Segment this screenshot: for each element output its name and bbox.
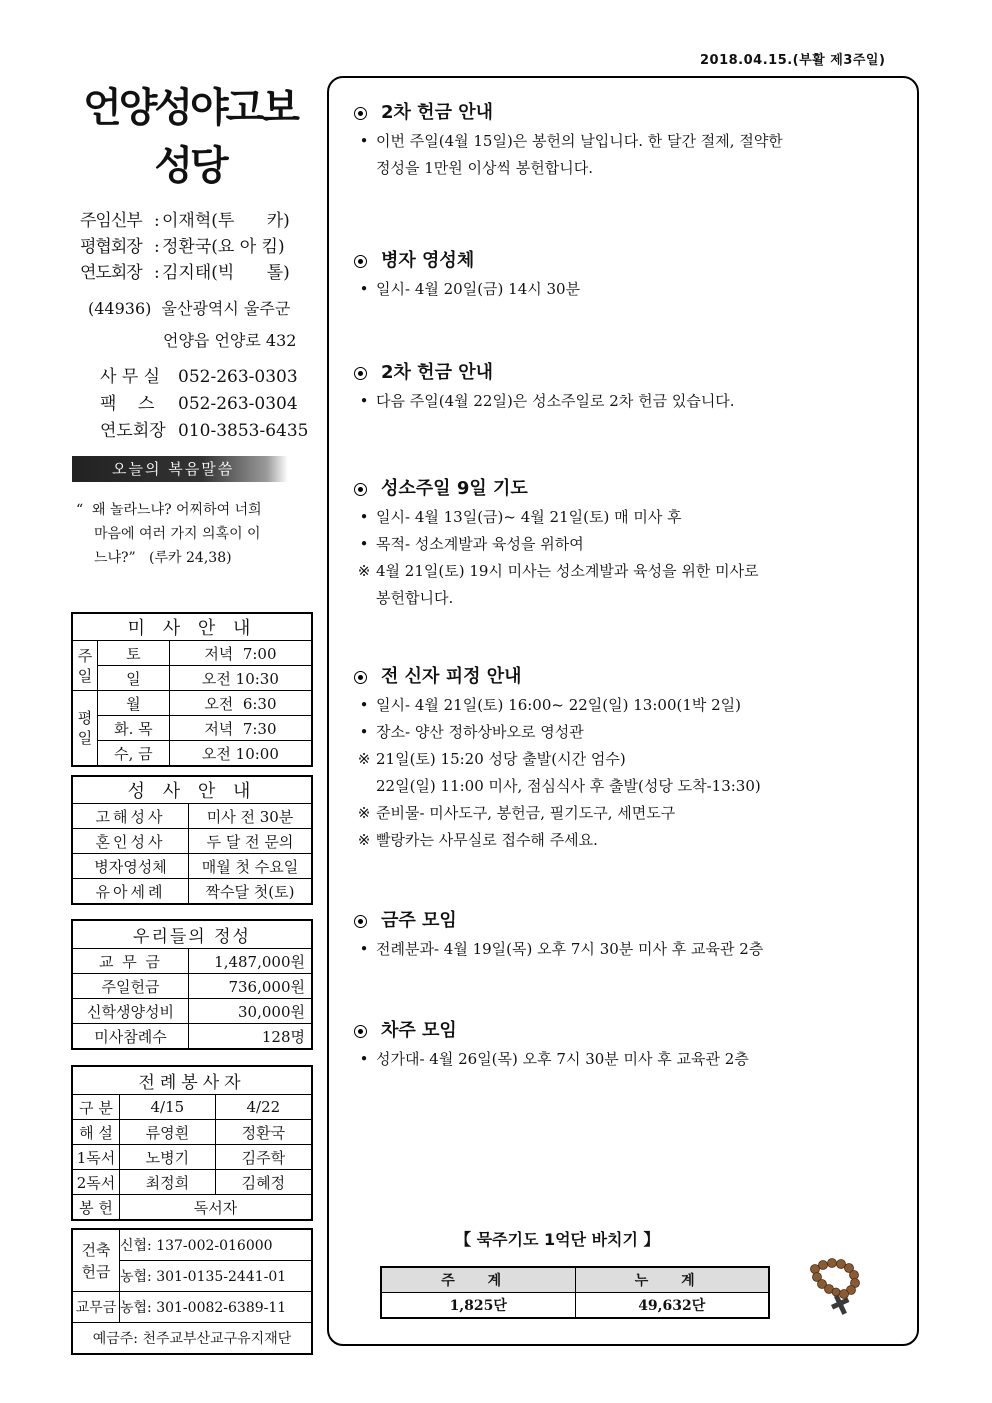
section-title: 전 신자 피정 안내 [352,662,912,692]
announcement-line: • 일시- 4월 21일(토) 16:00~ 22일(일) 13:00(1박 2일) [359,696,742,714]
circle-bullet-icon [354,367,367,380]
gospel-quote: “ 왜 놀라느냐? 어찌하여 너희 마음에 여러 가지 의혹이 이 느냐?” (루카 24,38) [76,502,262,566]
announcement-line: • 전례분과- 4월 19일(목) 오후 7시 30분 미사 후 교육관 2층 [359,940,764,958]
section-title: 2차 헌금 안내 [352,98,912,128]
section-title: 금주 모임 [352,906,912,936]
circle-bullet-icon [354,1025,367,1038]
announcement-line: • 목적- 성소계발과 육성을 위하여 [359,535,584,553]
gospel-header: 오늘의 복음말씀 [72,456,288,482]
phone-list: 사 무 실 052-263-0303 팩 스 052-263-0304 연도회장 010-3853-6435 [100,367,309,441]
announcement-section [352,906,912,963]
staff-row: 평협회장 : 정환국(요 아 킴) [80,237,285,257]
announcement-line: ※ 준비물- 미사도구, 봉헌금, 필기도구, 세면도구 [357,804,676,822]
ministers-table: 전례봉사자 구 분 4/15 4/22 해 설 류영흰 정환국 1독서 노병기 김주학 2독서 최정희 김혜정 봉 헌 독서자 [71,1065,313,1221]
issue-date: 2018.04.15.(부활 제3주일) [700,53,886,68]
circle-bullet-icon [354,255,367,268]
announcement-section [352,358,912,415]
parish-title-sub: 성당 [154,143,226,189]
section-title: 병자 영성체 [352,246,912,276]
announcement-section [352,246,912,303]
rosary-title: 【 묵주기도 1억단 바치기 】 [455,1230,660,1249]
announcement-line: • 일시- 4월 13일(금)~ 4월 21일(토) 매 미사 후 [359,508,682,526]
parish-title: 언양성야고보 [83,85,297,131]
circle-bullet-icon [354,107,367,120]
rosary-table: 주 계 누 계 1,825단 49,632단 [380,1266,770,1319]
announcement-line: 22일(일) 11:00 미사, 점심식사 후 출발(성당 도착-13:30) [376,777,761,795]
announcement-section [352,1016,912,1073]
address-line-2: 언양읍 언양로 432 [163,331,297,350]
section-title: 성소주일 9일 기도 [352,474,912,504]
announcement-section [352,98,912,182]
announcement-section [352,474,912,612]
address-line-1: (44936) 울산광역시 울주군 [88,299,291,318]
staff-list [80,208,290,286]
circle-bullet-icon [354,671,367,684]
announcement-section [352,662,912,854]
circle-bullet-icon [354,915,367,928]
announcement-line: • 성가대- 4월 26일(목) 오후 7시 30분 미사 후 교육관 2층 [359,1050,749,1068]
section-title: 차주 모임 [352,1016,912,1046]
announcement-line: ※ 21일(토) 15:20 성당 출발(시간 엄수) [357,750,626,768]
announcement-line: 정성을 1만원 이상씩 봉헌합니다. [376,159,593,177]
accounts-table: 건축 헌금 신협: 137-002-016000 농협: 301-0135-2441-01 교무금 농협: 301-0082-6389-11 예금주: 천주교부산교구유지재단 [71,1228,313,1355]
announcement-line: ※ 빨랑카는 사무실로 접수해 주세요. [357,831,598,849]
announcement-line: • 이번 주일(4월 15일)은 봉헌의 날입니다. 한 달간 절제, 절약한 [359,132,783,150]
announcement-line: 봉헌합니다. [376,589,454,607]
announcement-line: • 일시- 4월 20일(금) 14시 30분 [359,280,581,298]
circle-bullet-icon [354,483,367,496]
rosary-icon [805,1255,867,1317]
announcement-line: ※ 4월 21일(토) 19시 미사는 성소계발과 육성을 위한 미사로 [357,562,759,580]
sacraments-table: 성 사 안 내 고해성사 미사 전 30분 혼인성사 두 달 전 문의 병자영성체 매월 첫 수요일 유아세례 짝수달 첫(토) [71,775,313,905]
staff-row: 주임신부 : 이재혁(투 카) [80,211,290,231]
section-title: 2차 헌금 안내 [352,358,912,388]
mass-schedule-table: 미 사 안 내 주일 토 저녁 7:00 일 오전 10:30 평일 월 오전 6:30 화. 목 저녁 7:30 수, 금 오전 10:00 [71,612,313,767]
staff-row: 연도회장 : 김지태(빅 톨) [80,263,290,283]
offerings-table: 우리들의 정성 교 무 금 1,487,000원 주일헌금 736,000원 신학생양성비 30,000원 미사참례수 128명 [71,919,313,1050]
announcement-line: • 다음 주일(4월 22일)은 성소주일로 2차 헌금 있습니다. [359,392,735,410]
announcement-line: • 장소- 양산 정하상바오로 영성관 [359,723,584,741]
